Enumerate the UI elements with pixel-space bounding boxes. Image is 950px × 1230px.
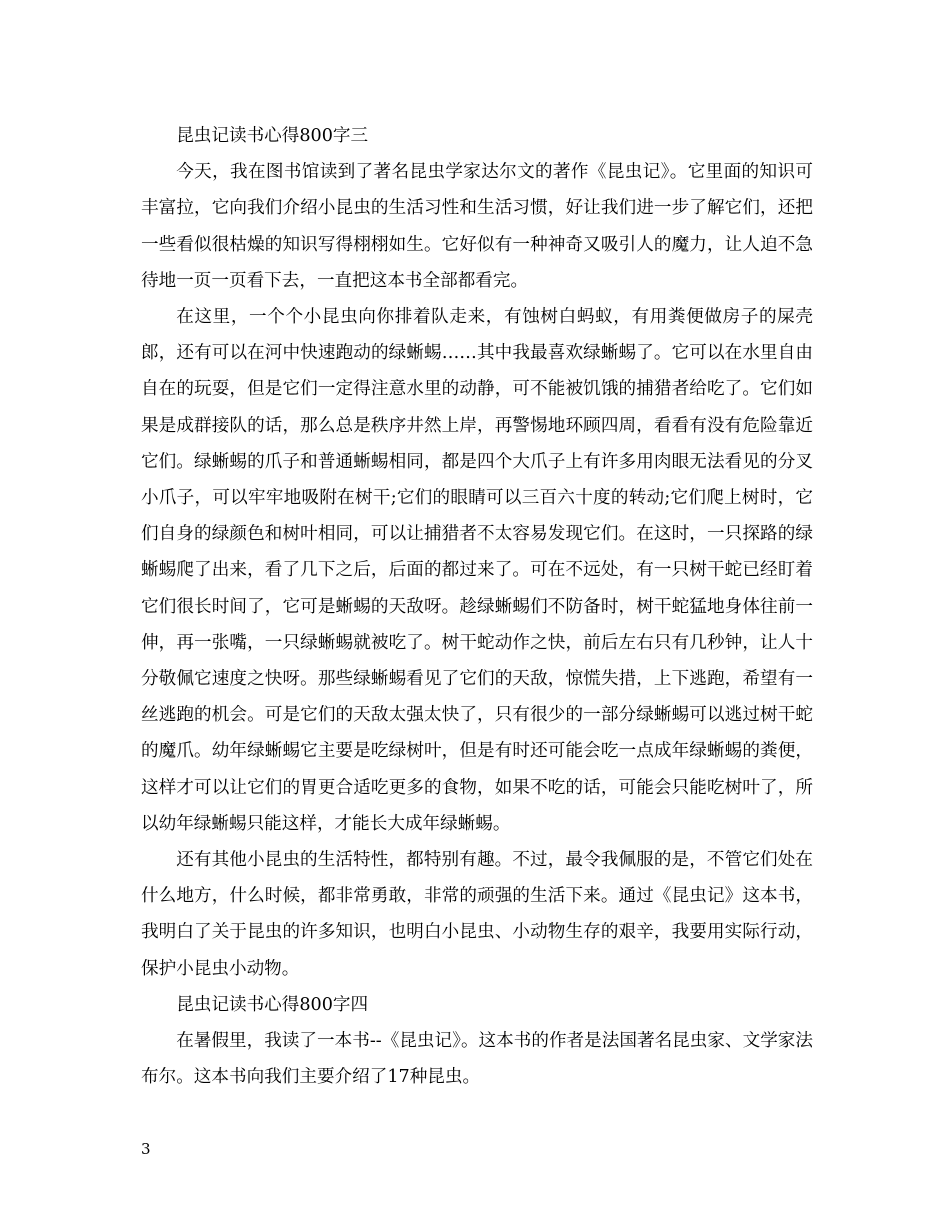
paragraph: 今天，我在图书馆读到了著名昆虫学家达尔文的著作《昆虫记》。它里面的知识可丰富拉，它向我们介绍小昆虫的生活习性和生活习惯，好让我们进一步了解它们，还把一些看似很枯燥的知识写得栩栩如生。它好似有一种神奇又吸引人的魔力，让人迫不急待地一页一页看下去，一直把这本书全部都看完。 (141, 162, 813, 291)
document-body (141, 118, 813, 1095)
paragraph: 在这里，一个个小昆虫向你排着队走来，有蚀树白蚂蚁，有用粪便做房子的屎壳郎，还有可以在河中快速跑动的绿蜥蜴……其中我最喜欢绿蜥蜴了。它可以在水里自由自在的玩耍，但是它们一定得注意水里的动静，可不能被饥饿的捕猎者给吃了。它们如果是成群接队的话，那么总是秩序井然上岸，再警惕地环顾四周，看看有没有危险靠近它们。绿蜥蜴的爪子和普通蜥蜴相同，都是四个大爪子上有许多用肉眼无法看见的分叉小爪子，可以牢牢地吸附在树干;它们的眼睛可以三百六十度的转动;它们爬上树时，它们自身的绿颜色和树叶相同，可以让捕猎者不太容易发现它们。在这时，一只探路的绿蜥蜴爬了出来，看了几下之后，后面的都过来了。可在不远处，有一只树干蛇已经盯着它们很长时间了，它可是蜥蜴的天敌呀。趁绿蜥蜴们不防备时，树干蛇猛地身体往前一伸，再一张嘴，一只绿蜥蜴就被吃了。树干蛇动作之快，前后左右只有几秒钟，让人十分敬佩它速度之快呀。那些绿蜥蜴看见了它们的天敌，惊慌失措，上下逃跑，希望有一丝逃跑的机会。可是它们的天敌太强太快了，只有很少的一部分绿蜥蜴可以逃过树干蛇的魔爪。幼年绿蜥蜴它主要是吃绿树叶，但是有时还可能会吃一点成年绿蜥蜴的粪便，这样才可以让它们的胃更合适吃更多的食物，如果不吃的话，可能会只能吃树叶了，所以幼年绿蜥蜴只能这样，才能长大成年绿蜥蜴。 (141, 307, 813, 834)
section-heading-4: 昆虫记读书心得800字四 (176, 994, 369, 1015)
paragraph: 在暑假里，我读了一本书--《昆虫记》。这本书的作者是法国著名昆虫家、文学家法布尔。这本书向我们主要介绍了17种昆虫。 (141, 1031, 813, 1088)
paragraph: 还有其他小昆虫的生活特性，都特别有趣。不过，最令我佩服的是，不管它们处在什么地方，什么时候，都非常勇敢，非常的顽强的生活下来。通过《昆虫记》这本书，我明白了关于昆虫的许多知识，也明白小昆虫、小动物生存的艰辛，我要用实际行动，保护小昆虫小动物。 (141, 850, 813, 979)
page-number: 3 (141, 1140, 151, 1158)
section-heading-3: 昆虫记读书心得800字三 (176, 126, 369, 146)
